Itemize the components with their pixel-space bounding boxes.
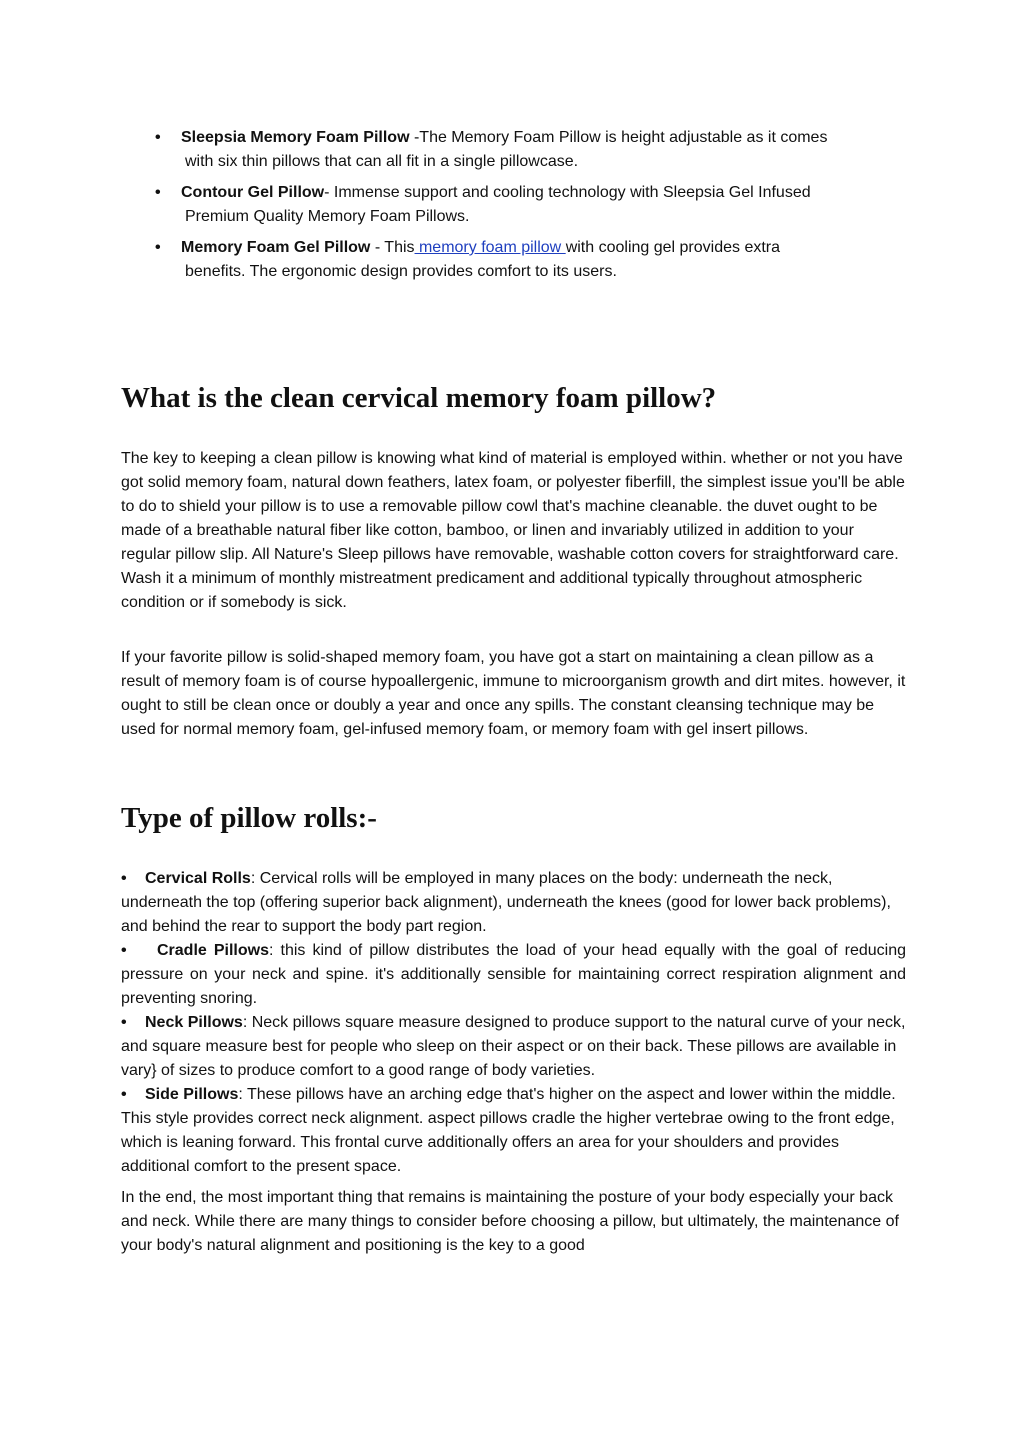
list-item <box>121 939 906 1011</box>
item-text-after-link: with cooling gel provides extra <box>565 239 781 256</box>
heading-pillow-rolls: Type of pillow rolls:- <box>121 802 377 834</box>
item-text: - Immense support and cooling technology with Sleepsia Gel Infused <box>324 184 811 201</box>
item-text-continued: with six thin pillows that can all fit in a single pillowcase. <box>185 153 579 170</box>
item-text: : Cervical rolls will be employed in many places on the body: underneath the neck, underneath the top (offering superior back alignment), underneath the knees (good for lower back problems), and behind the rear to support the body part region. <box>121 870 891 935</box>
paragraph-clean-2: If your favorite pillow is solid-shaped memory foam, you have got a start on maintaining a clean pillow as a result of memory foam is of course hypoallergenic, immune to microorganism growth and dirt mites. however, it ought to still be clean once or doubly a year and once any spills. The constant cleansing technique may be used for normal memory foam, gel-infused memory foam, or memory foam with gel insert pillows. <box>121 649 906 738</box>
list-item <box>121 1083 906 1179</box>
bullet: • <box>121 1014 127 1031</box>
item-text: - This <box>370 239 415 256</box>
paragraph-conclusion: In the end, the most important thing that remains is maintaining the posture of your body especially your back and neck. While there are many things to consider before choosing a pillow, but ultimately, the maintenance of your body's natural alignment and positioning is the key to a good <box>121 1189 899 1254</box>
list-item <box>121 1011 906 1083</box>
list-item <box>155 181 895 229</box>
pillow-rolls-list <box>121 867 906 1179</box>
item-text: : Neck pillows square measure designed to produce support to the natural curve of your neck, and square measure best for people who sleep on their aspect or on their back. These pillows are available in vary} of sizes to produce comfort to a good range of body varieties. <box>121 1014 906 1079</box>
bullet: • <box>121 870 127 887</box>
list-item <box>155 236 895 284</box>
bullet: • <box>155 239 161 256</box>
heading-clean-pillow: What is the clean cervical memory foam pillow? <box>121 382 717 414</box>
item-title: Neck Pillows <box>145 1014 243 1031</box>
bullet: • <box>121 1086 127 1103</box>
item-text: : this kind of pillow distributes the load of your head equally with the goal of reducing pressure on your neck and spine. it's additionally sensible for maintaining correct respiration alignment and preventing snoring. <box>121 942 906 1007</box>
item-title: Cervical Rolls <box>145 870 251 887</box>
item-title: Side Pillows <box>145 1086 239 1103</box>
pillow-product-list <box>155 126 895 291</box>
item-title: Cradle Pillows <box>157 942 269 959</box>
bullet: • <box>121 942 127 959</box>
item-text-continued: Premium Quality Memory Foam Pillows. <box>185 208 470 225</box>
item-title: Memory Foam Gel Pillow <box>181 239 371 256</box>
item-title: Sleepsia Memory Foam Pillow <box>181 129 410 146</box>
item-title: Contour Gel Pillow <box>181 184 325 201</box>
list-item <box>121 867 906 939</box>
paragraph-clean-1: The key to keeping a clean pillow is knowing what kind of material is employed within. whether or not you have got solid memory foam, natural down feathers, latex foam, or polyester fiberfill, the simplest issue you'll be able to do to shield your pillow is to use a removable pillow cowl that's machine cleanable. the duvet ought to be made of a breathable natural fiber like cotton, bamboo, or linen and invariably utilized in addition to your regular pillow slip. All Nature's Sleep pillows have removable, washable cotton covers for straightforward care. Wash it a minimum of monthly mistreatment predicament and additional typically throughout atmospheric condition or if somebody is sick. <box>121 450 905 611</box>
item-text: -The Memory Foam Pillow is height adjustable as it comes <box>409 129 828 146</box>
item-text-continued: benefits. The ergonomic design provides comfort to its users. <box>185 263 617 280</box>
item-text: : These pillows have an arching edge that's higher on the aspect and lower within the middle. This style provides correct neck alignment. aspect pillows cradle the higher vertebrae owing to the front edge, which is leaning forward. This frontal curve additionally offers an area for your shoulders and provides additional comfort to the present space. <box>121 1086 896 1175</box>
list-item <box>155 126 895 174</box>
bullet: • <box>155 129 161 146</box>
bullet: • <box>155 184 161 201</box>
memory-foam-pillow-link[interactable]: memory foam pillow <box>414 239 566 256</box>
